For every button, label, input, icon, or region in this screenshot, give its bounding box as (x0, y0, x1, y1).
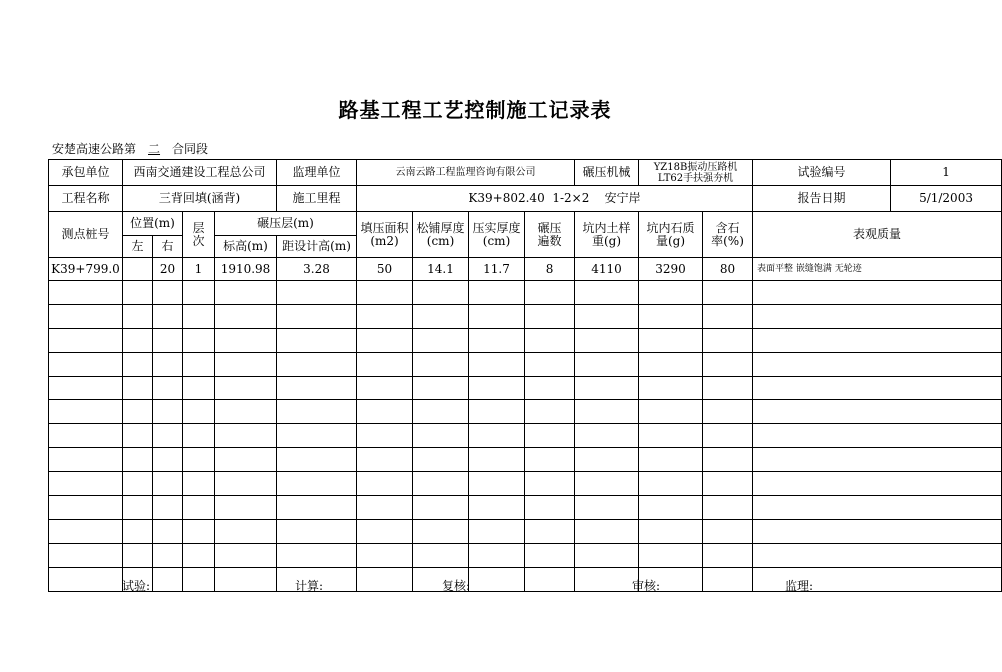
empty-cell (49, 328, 123, 352)
empty-cell (525, 328, 575, 352)
header-row-project (49, 186, 1002, 212)
empty-cell (703, 567, 753, 591)
table-row (49, 376, 1002, 400)
col-compaction-layer: 碾压层(m) (215, 212, 357, 236)
empty-cell (49, 567, 123, 591)
empty-cell (183, 352, 215, 376)
empty-cell (277, 448, 357, 472)
col-stone-ratio: 含石率(%) (703, 212, 753, 258)
empty-cell (575, 424, 639, 448)
cell-right: 20 (153, 258, 183, 281)
col-position: 位置(m) (123, 212, 183, 236)
col-station: 测点桩号 (49, 212, 123, 258)
mileage-value: K39+802.40 1-2×2 安宁岸 (357, 186, 753, 212)
empty-cell (753, 496, 1002, 520)
empty-cell (525, 448, 575, 472)
empty-cell (123, 328, 153, 352)
empty-cell (525, 496, 575, 520)
empty-cell (49, 496, 123, 520)
contract-section-line (52, 140, 208, 157)
empty-cell (639, 519, 703, 543)
empty-cell (153, 543, 183, 567)
empty-cell (357, 376, 413, 400)
empty-cell (123, 281, 153, 305)
cell-left (123, 258, 153, 281)
empty-cell (215, 472, 277, 496)
empty-cell (183, 424, 215, 448)
empty-cell (639, 496, 703, 520)
empty-cell (357, 424, 413, 448)
test-no-label: 试验编号 (753, 160, 891, 186)
section-number: 二 (148, 142, 161, 156)
empty-cell (575, 376, 639, 400)
record-table (48, 159, 1002, 592)
empty-cell (153, 472, 183, 496)
empty-cell (469, 519, 525, 543)
empty-cell (277, 281, 357, 305)
col-left: 左 (123, 236, 153, 258)
col-compact-thickness: 压实厚度(cm) (469, 212, 525, 258)
empty-cell (357, 567, 413, 591)
project-value: 三背回填(涵背) (123, 186, 277, 212)
empty-cell (413, 352, 469, 376)
empty-cell (215, 376, 277, 400)
empty-cell (183, 472, 215, 496)
empty-cell (469, 281, 525, 305)
empty-cell (357, 448, 413, 472)
empty-cell (215, 352, 277, 376)
table-row (49, 328, 1002, 352)
empty-cell (153, 496, 183, 520)
cell-station: K39+799.0 (49, 258, 123, 281)
empty-cell (123, 352, 153, 376)
col-layer-line-1: 层 (192, 220, 205, 235)
empty-cell (215, 424, 277, 448)
cell-loose: 14.1 (413, 258, 469, 281)
empty-cell (469, 496, 525, 520)
col-loose-thickness: 松铺厚度(cm) (413, 212, 469, 258)
table-row (49, 304, 1002, 328)
cell-appearance: 表面平整 嵌缝饱满 无轮迹 (753, 258, 1002, 281)
col-roll-passes (525, 212, 575, 258)
empty-cell (575, 519, 639, 543)
project-label: 工程名称 (49, 186, 123, 212)
empty-cell (413, 376, 469, 400)
empty-cell (153, 448, 183, 472)
empty-cell (575, 543, 639, 567)
empty-cell (703, 304, 753, 328)
empty-cell (215, 328, 277, 352)
empty-cell (277, 352, 357, 376)
empty-cell (153, 424, 183, 448)
empty-cell (153, 304, 183, 328)
empty-cell (525, 519, 575, 543)
empty-cell (357, 519, 413, 543)
empty-cell (49, 281, 123, 305)
empty-cell (49, 472, 123, 496)
empty-cell (49, 304, 123, 328)
empty-cell (277, 519, 357, 543)
empty-cell (575, 496, 639, 520)
empty-cell (525, 281, 575, 305)
empty-cell (413, 424, 469, 448)
empty-cell (469, 304, 525, 328)
column-header-row-1 (49, 212, 1002, 236)
empty-cell (215, 400, 277, 424)
empty-cell (49, 424, 123, 448)
empty-cell (703, 352, 753, 376)
empty-cell (215, 567, 277, 591)
empty-cell (413, 328, 469, 352)
table-row (49, 519, 1002, 543)
empty-cell (123, 424, 153, 448)
empty-cell (525, 543, 575, 567)
empty-cell (703, 328, 753, 352)
table-row (49, 543, 1002, 567)
report-date-value: 5/1/2003 (891, 186, 1002, 212)
empty-cell (357, 352, 413, 376)
empty-cell (703, 448, 753, 472)
table-row (49, 472, 1002, 496)
empty-cell (215, 304, 277, 328)
machine-value (639, 160, 753, 186)
page-title: 路基工程工艺控制施工记录表 (338, 98, 612, 122)
empty-cell (123, 304, 153, 328)
empty-cell (639, 376, 703, 400)
contractor-value: 西南交通建设工程总公司 (123, 160, 277, 186)
empty-cell (49, 543, 123, 567)
empty-cell (357, 472, 413, 496)
empty-cell (215, 281, 277, 305)
empty-cell (277, 400, 357, 424)
col-roll-passes-line-2: 遍数 (537, 233, 562, 248)
empty-cell (49, 352, 123, 376)
empty-cell (575, 400, 639, 424)
empty-cell (413, 543, 469, 567)
empty-cell (183, 448, 215, 472)
report-date-label: 报告日期 (753, 186, 891, 212)
empty-cell (413, 400, 469, 424)
empty-cell (277, 424, 357, 448)
test-no-value: 1 (891, 160, 1002, 186)
empty-cell (123, 400, 153, 424)
machine-label: 碾压机械 (575, 160, 639, 186)
empty-cell (469, 400, 525, 424)
empty-cell (525, 400, 575, 424)
empty-cell (703, 519, 753, 543)
empty-cell (183, 519, 215, 543)
empty-cell (277, 543, 357, 567)
empty-cell (469, 328, 525, 352)
empty-cell (469, 352, 525, 376)
empty-cell (753, 376, 1002, 400)
col-layer (183, 212, 215, 258)
empty-cell (639, 472, 703, 496)
cell-compact: 11.7 (469, 258, 525, 281)
col-elevation: 标高(m) (215, 236, 277, 258)
empty-cell (639, 304, 703, 328)
table-row (49, 448, 1002, 472)
empty-cell (357, 281, 413, 305)
footer-test: 试验: (122, 579, 151, 593)
empty-cell (753, 400, 1002, 424)
table-row (49, 496, 1002, 520)
supervisor-label: 监理单位 (277, 160, 357, 186)
cell-elevation: 1910.98 (215, 258, 277, 281)
empty-cell (703, 281, 753, 305)
empty-cell (753, 472, 1002, 496)
machine-line-1: YZ18B振动压路机 (653, 161, 738, 173)
empty-cell (525, 567, 575, 591)
empty-cell (639, 400, 703, 424)
empty-cell (123, 543, 153, 567)
empty-cell (753, 328, 1002, 352)
empty-cell (357, 496, 413, 520)
empty-cell (49, 400, 123, 424)
table-row (49, 424, 1002, 448)
col-soil-weight: 坑内土样重(g) (575, 212, 639, 258)
empty-cell (183, 281, 215, 305)
col-distance-design: 距设计高(m) (277, 236, 357, 258)
empty-cell (357, 543, 413, 567)
col-fill-area: 填压面积(m2) (357, 212, 413, 258)
empty-cell (413, 304, 469, 328)
empty-cell (357, 304, 413, 328)
empty-cell (277, 472, 357, 496)
cell-distance: 3.28 (277, 258, 357, 281)
empty-cell (753, 424, 1002, 448)
cell-layer: 1 (183, 258, 215, 281)
empty-cell (753, 304, 1002, 328)
empty-cell (413, 519, 469, 543)
cell-stone: 3290 (639, 258, 703, 281)
table-row (49, 281, 1002, 305)
empty-cell (469, 567, 525, 591)
contractor-label: 承包单位 (49, 160, 123, 186)
cell-ratio: 80 (703, 258, 753, 281)
empty-cell (575, 448, 639, 472)
col-right: 右 (153, 236, 183, 258)
empty-cell (153, 400, 183, 424)
empty-cell (575, 352, 639, 376)
empty-cell (753, 519, 1002, 543)
empty-cell (703, 376, 753, 400)
empty-cell (215, 543, 277, 567)
empty-cell (469, 424, 525, 448)
empty-cell (469, 376, 525, 400)
empty-cell (183, 376, 215, 400)
empty-cell (123, 472, 153, 496)
empty-cell (639, 448, 703, 472)
empty-cell (753, 281, 1002, 305)
empty-cell (575, 328, 639, 352)
empty-cell (753, 543, 1002, 567)
empty-cell (575, 304, 639, 328)
empty-cell (525, 472, 575, 496)
empty-cell (639, 543, 703, 567)
empty-cell (469, 543, 525, 567)
cell-area: 50 (357, 258, 413, 281)
table-row (49, 567, 1002, 591)
empty-cell (639, 352, 703, 376)
empty-cell (703, 543, 753, 567)
empty-cell (183, 567, 215, 591)
empty-cell (183, 328, 215, 352)
empty-cell (357, 328, 413, 352)
empty-cell (753, 448, 1002, 472)
col-layer-line-2: 次 (192, 233, 205, 248)
empty-cell (525, 304, 575, 328)
empty-cell (413, 472, 469, 496)
col-roll-passes-line-1: 碾压 (537, 220, 562, 235)
empty-cell (49, 448, 123, 472)
footer-recheck: 复核: (442, 579, 471, 593)
footer-supervise: 监理: (785, 579, 814, 593)
table-row (49, 400, 1002, 424)
empty-cell (183, 496, 215, 520)
table-row (49, 258, 1002, 281)
empty-cell (183, 304, 215, 328)
empty-cell (639, 424, 703, 448)
table-row (49, 352, 1002, 376)
empty-cell (525, 424, 575, 448)
empty-cell (575, 281, 639, 305)
empty-cell (469, 472, 525, 496)
empty-cell (49, 519, 123, 543)
empty-cell (153, 328, 183, 352)
machine-line-2: LT62手扶强夯机 (657, 172, 734, 184)
empty-cell (277, 328, 357, 352)
empty-cell (215, 448, 277, 472)
empty-cell (215, 496, 277, 520)
empty-cell (123, 496, 153, 520)
empty-cell (153, 352, 183, 376)
empty-cell (153, 281, 183, 305)
supervisor-value: 云南云路工程监理咨询有限公司 (357, 160, 575, 186)
footer-review: 审核: (632, 579, 661, 593)
empty-cell (123, 376, 153, 400)
empty-cell (703, 496, 753, 520)
col-stone-weight: 坑内石质量(g) (639, 212, 703, 258)
cell-passes: 8 (525, 258, 575, 281)
cell-soil: 4110 (575, 258, 639, 281)
section-prefix: 安楚高速公路第 (52, 142, 137, 156)
footer-calc: 计算: (295, 579, 324, 593)
empty-cell (277, 376, 357, 400)
header-row-contractor (49, 160, 1002, 186)
empty-cell (123, 519, 153, 543)
empty-cell (413, 448, 469, 472)
empty-cell (639, 328, 703, 352)
empty-cell (153, 519, 183, 543)
mileage-label: 施工里程 (277, 186, 357, 212)
empty-cell (413, 496, 469, 520)
empty-cell (277, 496, 357, 520)
empty-cell (703, 400, 753, 424)
empty-cell (703, 424, 753, 448)
empty-cell (413, 281, 469, 305)
empty-cell (277, 304, 357, 328)
empty-cell (703, 472, 753, 496)
col-appearance: 表观质量 (753, 212, 1002, 258)
empty-cell (357, 400, 413, 424)
section-suffix: 合同段 (172, 142, 209, 156)
empty-cell (49, 376, 123, 400)
empty-cell (153, 567, 183, 591)
empty-cell (753, 352, 1002, 376)
empty-cell (153, 376, 183, 400)
empty-cell (575, 472, 639, 496)
empty-cell (183, 543, 215, 567)
empty-cell (575, 567, 639, 591)
empty-cell (639, 281, 703, 305)
empty-cell (215, 519, 277, 543)
empty-cell (525, 352, 575, 376)
empty-cell (525, 376, 575, 400)
empty-cell (183, 400, 215, 424)
empty-cell (123, 448, 153, 472)
empty-cell (469, 448, 525, 472)
